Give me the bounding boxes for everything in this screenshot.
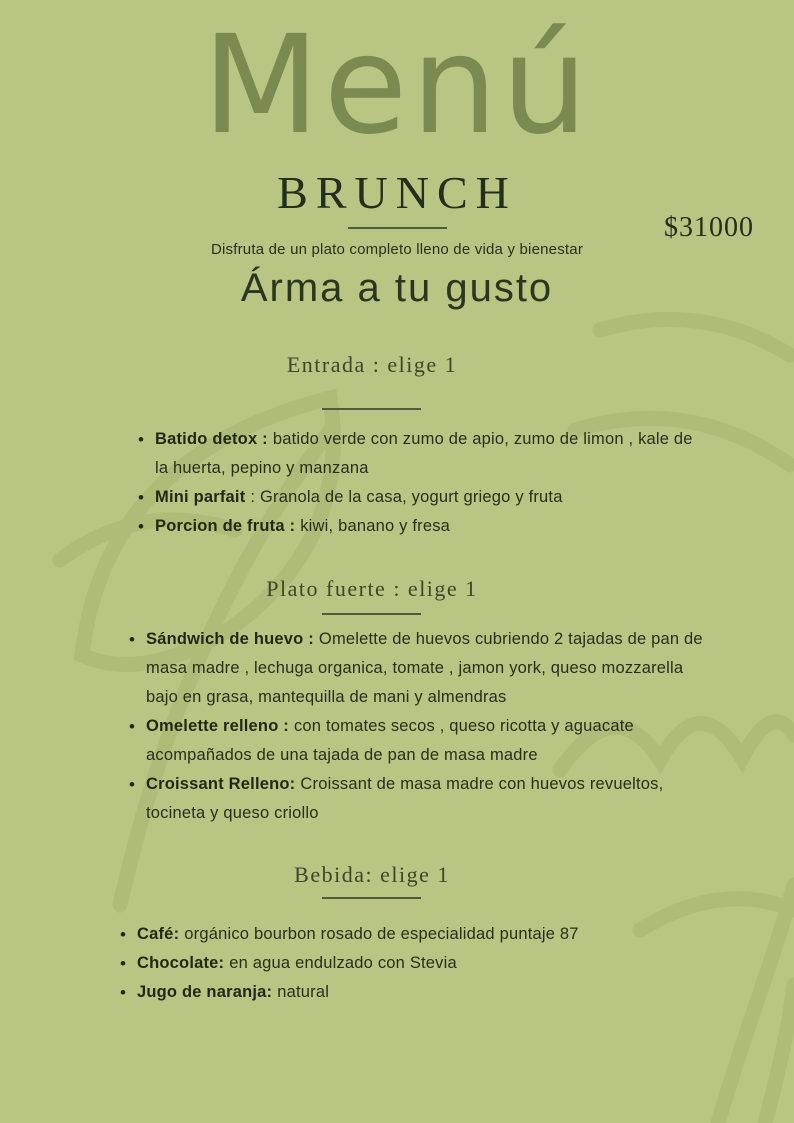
section-plato-fuerte — [0, 574, 794, 828]
menu-price: $31000 — [664, 212, 754, 243]
item-name: Mini parfait — [155, 488, 246, 506]
item-description: batido verde con zumo de apio, zumo de limon , kale de la huerta, pepino y manzana — [155, 430, 693, 477]
section-plato-fuerte-divider — [322, 613, 421, 615]
section-plato-fuerte-heading: Plato fuerte : elige 1 — [266, 576, 478, 601]
menu-item — [155, 512, 703, 541]
section-bebida — [0, 860, 794, 1007]
menu-item — [137, 978, 717, 1007]
item-description: en agua endulzado con Stevia — [229, 954, 457, 972]
item-description: natural — [277, 983, 330, 1001]
menu-item — [155, 425, 703, 483]
section-entrada — [0, 350, 794, 541]
menu-tagline: Disfruta de un plato completo lleno de vida y bienestar — [210, 241, 584, 258]
section-bebida-items — [137, 920, 717, 1007]
item-description: kiwi, banano y fresa — [300, 517, 451, 535]
section-entrada-items — [155, 425, 703, 541]
section-plato-fuerte-items — [146, 625, 714, 828]
menu-item — [146, 712, 714, 770]
item-name: Café: — [137, 925, 180, 943]
item-name: Porcion de fruta : — [155, 517, 296, 535]
item-name: Chocolate: — [137, 954, 225, 972]
menu-headline: Árma a tu gusto — [240, 266, 554, 310]
section-entrada-divider — [322, 408, 421, 410]
section-bebida-divider — [322, 897, 421, 899]
item-description: Croissant de masa madre con huevos revueltos, tocineta y queso criollo — [146, 775, 664, 822]
item-name: Jugo de naranja: — [137, 983, 273, 1001]
header-divider — [348, 227, 447, 229]
menu-item — [137, 949, 717, 978]
item-description: con tomates secos , queso ricotta y aguacate acompañados de una tajada de pan de masa madre — [146, 717, 634, 764]
item-name: Batido detox : — [155, 430, 268, 448]
item-description: : Granola de la casa, yogurt griego y fruta — [250, 488, 563, 506]
item-name: Croissant Relleno: — [146, 775, 296, 793]
item-name: Omelette relleno : — [146, 717, 289, 735]
menu-item — [146, 625, 714, 712]
menu-item — [155, 483, 703, 512]
section-bebida-heading: Bebida: elige 1 — [294, 862, 450, 887]
menu-item — [146, 770, 714, 828]
menu-item — [137, 920, 717, 949]
item-description: Omelette de huevos cubriendo 2 tajadas de pan de masa madre , lechuga organica, tomate , jamon york, queso mozzarella bajo en grasa, mantequilla de mani y almendras — [146, 630, 703, 706]
item-name: Sándwich de huevo : — [146, 630, 314, 648]
section-entrada-heading: Entrada : elige 1 — [286, 352, 458, 377]
item-description: orgánico bourbon rosado de especialidad puntaje 87 — [184, 925, 579, 943]
menu-subtitle: BRUNCH — [277, 167, 517, 218]
menu-title: Menú — [202, 7, 592, 165]
